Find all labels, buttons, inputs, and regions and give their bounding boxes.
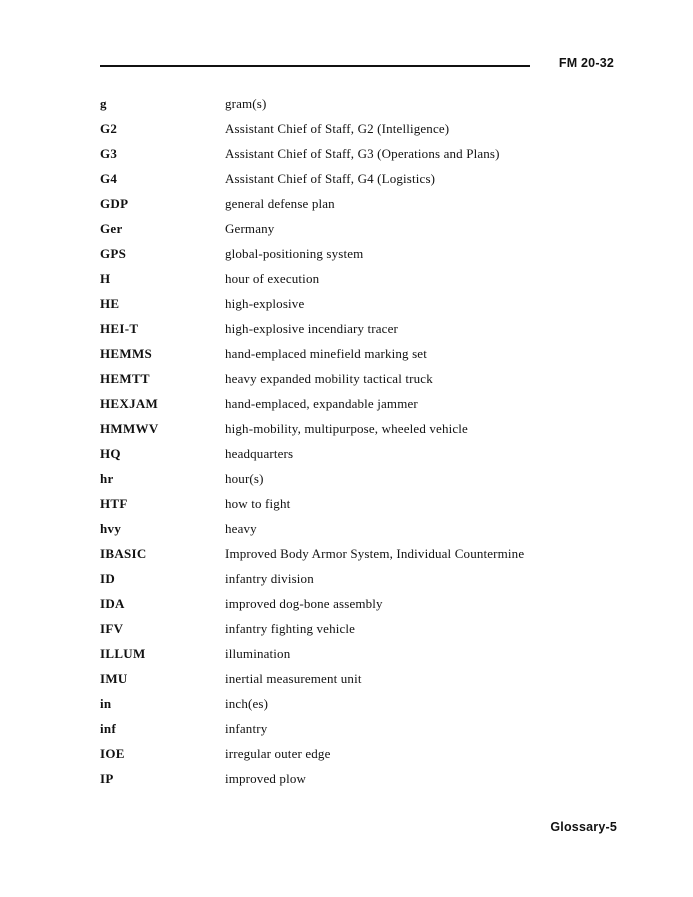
glossary-definition: hand-emplaced minefield marking set xyxy=(225,346,427,361)
glossary-row xyxy=(100,321,560,346)
glossary-term: HMMWV xyxy=(100,421,159,436)
glossary-row xyxy=(100,146,560,171)
glossary-row xyxy=(100,546,560,571)
glossary-term: HEMTT xyxy=(100,371,150,386)
glossary-row xyxy=(100,471,560,496)
glossary-definition: heavy expanded mobility tactical truck xyxy=(225,371,433,386)
glossary-row xyxy=(100,596,560,621)
glossary-definition: general defense plan xyxy=(225,196,335,211)
glossary-definition: Assistant Chief of Staff, G4 (Logistics) xyxy=(225,171,436,186)
glossary-definition: infantry fighting vehicle xyxy=(225,621,356,636)
glossary-term: IDA xyxy=(100,596,125,611)
glossary-row xyxy=(100,196,560,221)
glossary-row xyxy=(100,696,560,721)
glossary-row xyxy=(100,646,560,671)
glossary-definition: hour of execution xyxy=(225,271,320,286)
glossary-row xyxy=(100,721,560,746)
glossary-term: GDP xyxy=(100,196,129,211)
glossary-row xyxy=(100,496,560,521)
glossary-term: IFV xyxy=(100,621,124,636)
glossary-term: inf xyxy=(100,721,117,736)
glossary-row xyxy=(100,671,560,696)
glossary-row xyxy=(100,621,560,646)
glossary-term: G4 xyxy=(100,171,118,186)
glossary-row xyxy=(100,346,560,371)
glossary-term: G3 xyxy=(100,146,118,161)
glossary-row xyxy=(100,746,560,771)
glossary-definition: how to fight xyxy=(225,496,291,511)
glossary-term: in xyxy=(100,696,112,711)
glossary-definition: gram(s) xyxy=(225,96,267,111)
glossary-definition: high-explosive xyxy=(225,296,305,311)
glossary-term: g xyxy=(100,96,107,111)
glossary-row xyxy=(100,446,560,471)
glossary-term: ID xyxy=(100,571,116,586)
glossary-row xyxy=(100,271,560,296)
glossary-definition: high-mobility, multipurpose, wheeled vehicle xyxy=(225,421,468,436)
glossary-definition: Assistant Chief of Staff, G2 (Intelligence) xyxy=(225,121,450,136)
glossary-row xyxy=(100,96,560,121)
glossary-definition: headquarters xyxy=(225,446,294,461)
glossary-term: G2 xyxy=(100,121,118,136)
glossary-definition: improved dog-bone assembly xyxy=(225,596,383,611)
glossary-definition: Germany xyxy=(225,221,275,236)
glossary-term: H xyxy=(100,271,111,286)
header-rule xyxy=(100,65,530,67)
glossary-definition: Improved Body Armor System, Individual Countermine xyxy=(225,546,525,561)
page-number-label: Glossary-5 xyxy=(550,820,617,834)
glossary-definition: high-explosive incendiary tracer xyxy=(225,321,399,336)
document-number: FM 20-32 xyxy=(558,56,614,70)
glossary-term: IBASIC xyxy=(100,546,147,561)
glossary-definition: inch(es) xyxy=(225,696,269,711)
glossary-row xyxy=(100,421,560,446)
glossary-row xyxy=(100,521,560,546)
glossary-term: HE xyxy=(100,296,120,311)
glossary-definition: hand-emplaced, expandable jammer xyxy=(225,396,418,411)
glossary-definition: illumination xyxy=(225,646,291,661)
glossary-definition: inertial measurement unit xyxy=(225,671,362,686)
glossary-definition: improved plow xyxy=(225,771,307,786)
glossary-term: HTF xyxy=(100,496,128,511)
glossary-row xyxy=(100,371,560,396)
glossary-term: hr xyxy=(100,471,114,486)
glossary-row xyxy=(100,571,560,596)
glossary-term: GPS xyxy=(100,246,127,261)
glossary-term: HEI-T xyxy=(100,321,139,336)
glossary-term: HQ xyxy=(100,446,121,461)
glossary-row xyxy=(100,771,560,796)
glossary-definition: irregular outer edge xyxy=(225,746,331,761)
glossary-definition: global-positioning system xyxy=(225,246,364,261)
glossary-term: ILLUM xyxy=(100,646,146,661)
glossary-term: IMU xyxy=(100,671,128,686)
glossary-row xyxy=(100,396,560,421)
glossary-row xyxy=(100,221,560,246)
glossary-term: HEXJAM xyxy=(100,396,159,411)
glossary-definition: infantry xyxy=(225,721,268,736)
glossary-row xyxy=(100,171,560,196)
glossary-definition: hour(s) xyxy=(225,471,264,486)
glossary-term: hvy xyxy=(100,521,122,536)
glossary-definition: heavy xyxy=(225,521,257,536)
glossary-list xyxy=(100,96,560,796)
glossary-row xyxy=(100,296,560,321)
glossary-term: IP xyxy=(100,771,114,786)
glossary-definition: Assistant Chief of Staff, G3 (Operations and Plans) xyxy=(225,146,500,161)
glossary-term: Ger xyxy=(100,221,123,236)
glossary-row xyxy=(100,121,560,146)
glossary-row xyxy=(100,246,560,271)
glossary-term: HEMMS xyxy=(100,346,153,361)
glossary-definition: infantry division xyxy=(225,571,314,586)
glossary-term: IOE xyxy=(100,746,125,761)
